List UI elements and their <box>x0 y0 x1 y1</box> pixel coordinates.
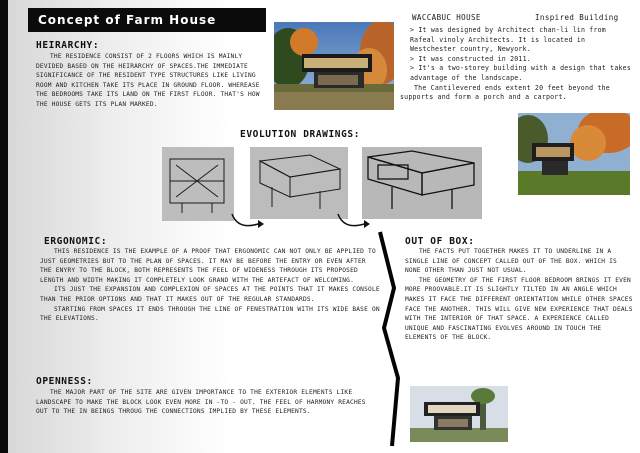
ergonomic-heading: ERGONOMIC: <box>44 236 108 247</box>
arrow-icon <box>228 210 268 234</box>
out-of-box-paragraph: THE FACTS PUT TOGETHER MAKES IT TO UNDERLINE IN A SINGLE LINE OF CONCEPT CALLED OUT OF THE BOX. WHICH IS NONE OTHER THAN JUST NOT USUAL. <box>405 248 617 275</box>
inspired-point: > It was constructed in 2011. <box>410 54 531 63</box>
heirarchy-paragraph: THE RESIDENCE CONSIST OF 2 FLOORS WHICH IS MAINLY DEVIDED BASED ON THE HEIRARCHY OF SPACES.THE IMMEDIATE SIGNIFICANCE OF THE RESIDENT TYPE STRUCTURES LIKE LIVING ROOM AND KITCHEN TAKE ITS PLACE IN GROUND FLOOR. WHEREASE THE BEDROOMS TAKE ITS LAND ON THE FIRST FLOOR. THAT'S HOW THE HOUSE GETS ITS PLAN MARKED. <box>36 53 260 108</box>
inspired-points <box>400 26 634 103</box>
building-name: WACCABUC HOUSE <box>412 13 481 22</box>
house-render-photo <box>410 386 508 442</box>
openness-heading: OPENNESS: <box>36 376 93 387</box>
inspired-point: > It was designed by Architect chan-li lin from Rafeal vinoly Architects. It is located in Westchester country, Newyork. <box>410 26 606 54</box>
arrow-icon <box>334 210 374 234</box>
inspired-point: > It's a two-storey building with a design that takes advantage of the landscape. <box>410 64 631 82</box>
evolution-sketch-3 <box>362 147 482 219</box>
left-black-bar <box>0 0 8 453</box>
ergonomic-paragraph: STARTING FROM SPACES IT ENDS THROUGH THE LINE OF FENESTRATION WITH ITS WIDE BASE ON THE ELEVATIONS. <box>40 305 380 323</box>
evolution-sketch-1 <box>162 147 234 221</box>
heirarchy-text <box>36 52 264 110</box>
heirarchy-heading: HEIRARCHY: <box>36 40 100 51</box>
inspired-note: The Cantilevered ends extent 20 feet beyond the supports and form a porch and a carport. <box>400 83 610 102</box>
openness-text <box>36 388 376 417</box>
zigzag-divider <box>370 228 410 450</box>
out-of-box-text <box>405 247 633 343</box>
page-title: Concept of Farm House <box>28 8 266 32</box>
ergonomic-text <box>40 247 380 324</box>
waccabuc-house-photo <box>274 22 394 110</box>
evolution-heading: EVOLUTION DRAWINGS: <box>240 129 361 140</box>
openness-paragraph: THE MAJOR PART OF THE SITE ARE GIVEN IMPORTANCE TO THE EXTERIOR ELEMENTS LIKE LANDSCAPE TO MAKE THE BLOCK LOOK EVEN MORE IN -TO - OUT. THE FEEL OF HARMONY REACHES OUT TO THE IN BEINGS THROUG THE CONNECTIONS IMPLIED BY THESE ELEMENTS. <box>36 389 366 416</box>
ergonomic-paragraph: THIS RESIDENCE IS THE EXAMPLE OF A PROOF THAT ERGONOMIC CAN NOT ONLY BE APPLIED TO JUST GEOMETRIES BUT TO THE PLAN OF SPACES. IT MAY BE BEFORE THE ENTRY OR EVEN AFTER THE ENYRY TO THE BLOCK, BOTH REPRESENTS THE FEEL OF WIDENESS THROUGH ITS PROPOSED LENGTH AND WIDTH MAKING IT COMPLETELY LOOK GRAND WITH THE ARTEFACT OF WELCOMING. <box>40 248 376 284</box>
out-of-box-heading: OUT OF BOX: <box>405 236 475 247</box>
out-of-box-paragraph: THE GEOMETRY OF THE FIRST FLOOR BEDROOM BRINGS IT EVEN MORE PROOVABLE.IT IS SLIGHTLY TILTED IN AN ANGLE WHICH MAKES IT FACE THE DIFFERENT ORIENTATION WHILE OTHER SPACES FACE THE ANOTHER. THIS WILL GIVE NEW EXPERIENCE THAT DEALS WITH THE INTERIOR OF THAT SPACE. A EXPERIENCE CALLED UNIQUE AND FASCINATING EVOLVES AROUND IN TOUCH THE ELEMENTS OF THE BLOCK. <box>405 276 633 342</box>
inspired-building-label: Inspired Building <box>535 13 619 22</box>
house-exterior-photo <box>518 113 630 195</box>
ergonomic-paragraph: ITS JUST THE EXPANSION AND COMPLEXION OF SPACES AT THE POINTS THAT IT MAKES CONSOLE THAN THE PRIOR OPTIONS AND THAT IT MAKES OUT OF THE REGULAR STANDARDS. <box>40 286 380 303</box>
evolution-sketch-2 <box>250 147 348 219</box>
